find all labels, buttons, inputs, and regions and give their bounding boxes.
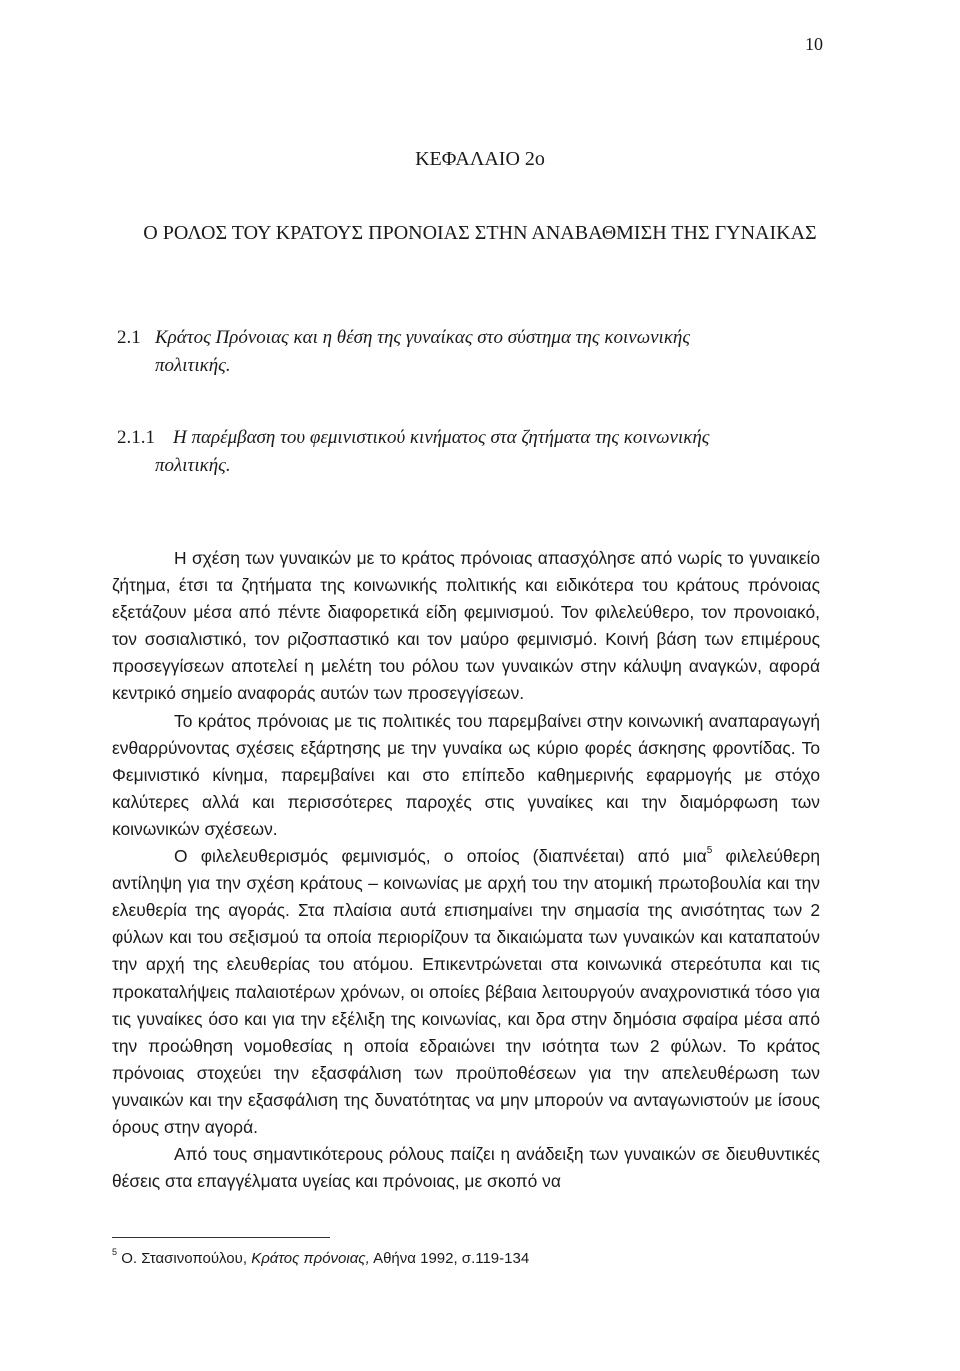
page-number: 10 (805, 34, 823, 54)
section-title-line1: Κράτος Πρόνοιας και η θέση της γυναίκας στο σύστημα της κοινωνικής (155, 327, 691, 348)
footnote-author: Ο. Στασινοπούλου, (121, 1250, 248, 1267)
chapter-heading: ΚΕΦΑΛΑΙΟ 2ο (415, 148, 545, 170)
section-title-line1: Η παρέμβαση του φεμινιστικού κινήματος στα ζητήματα της κοινωνικής (173, 427, 710, 448)
footnote-details: Αθήνα 1992, σ.119-134 (373, 1250, 530, 1267)
paragraph: Από τους σημαντικότερους ρόλους παίζει η ανάδειξη των γυναικών σε διευθυντικές θέσεις στα επαγγέλματα υγείας και πρόνοιας, με σκοπό να (112, 1144, 820, 1192)
footnote (112, 1247, 820, 1267)
paragraph: Η σχέση των γυναικών με το κράτος πρόνοιας απασχόλησε από νωρίς το γυναικείο ζήτημα, έτσι τα ζητήματα της κοινωνικής πολιτικής και ειδικότερα του κράτους πρόνοιας εξετάζουν μέσα από πέντε διαφορετικά είδη φεμινισμού. Τον φιλελεύθερο, τον προνοιακό, τον σοσιαλιστικό, τον ριζοσπαστικό και τον μαύρο φεμινισμό. Κοινή βάση των επιμέρους προσεγγίσεων αποτελεί η μελέτη του ρόλου των γυναικών στην κάλυψη αναγκών, αφορά κεντρικό σημείο αναφοράς αυτών των προσεγγίσεων. (112, 548, 820, 704)
paragraph: Το κράτος πρόνοιας με τις πολιτικές του παρεμβαίνει στην κοινωνική αναπαραγωγή ενθαρρύνοντας σχέσεις εξάρτησης με την γυναίκα ως κύριο φορές άσκησης φροντίδας. Το Φεμινιστικό κίνημα, παρεμβαίνει και στο επίπεδο καθημερινής εφαρμογής με στόχο καλύτερες αλλά και περισσότερες παροχές στις γυναίκες και την διαμόρφωση των κοινωνικών σχέσεων. (112, 710, 820, 839)
section-number: 2.1.1 (117, 427, 155, 448)
paragraph-text: φιλελεύθερη αντίληψη για την σχέση κράτους – κοινωνίας με αρχή του την ατομική πρωτοβουλία και την ελευθερία της αγοράς. Στα πλαίσια αυτά επισημαίνει την σημασία της ανισότητας των 2 φύλων και του σεξισμού τα οποία περιορίζουν τα δικαιώματα των γυναικών και καταπατούν την αρχή της ελευθερίας του ατόμου. Επικεντρώνεται στα κοινωνικά στερεότυπα και τις προκαταλήψεις παλαιοτέρων χρόνων, οι οποίες βέβαια λειτουργούν αναχρονιστικά τόσο για τις γυναίκες όσο και για την εξέλιξη της κοινωνίας, και δρα στην δημόσια σφαίρα μέσα από την προώθηση νομοθεσίας η οποία εδραιώνει την ισότητα των 2 φύλων. Το κράτος πρόνοιας στοχεύει την εξασφάλιση των προϋποθέσεων για την απελευθέρωση των γυναικών και την εξασφάλιση της δυνατότητας να μην μπορούν να ανταγωνιστούν με ίσους όρους στην αγορά. (112, 846, 820, 1137)
section-title-line2: πολιτικής. (155, 455, 231, 476)
footnote-work-title: Κράτος πρόνοιας, (251, 1250, 370, 1267)
section-heading-2-1 (117, 324, 837, 380)
section-heading-2-1-1 (117, 424, 837, 480)
section-title-line2: πολιτικής. (155, 355, 231, 376)
footnote-reference: 5 (706, 845, 713, 857)
section-number: 2.1 (117, 327, 141, 348)
body-text (112, 545, 820, 1195)
paragraph (112, 843, 820, 1141)
page-title: Ο ΡΟΛΟΣ ΤΟΥ ΚΡΑΤΟΥΣ ΠΡΟΝΟΙΑΣ ΣΤΗΝ ΑΝΑΒΑΘΜΙΣΗ ΤΗΣ ΓΥΝΑΙΚΑΣ (143, 222, 817, 244)
paragraph-text: Ο φιλελευθερισμός φεμινισμός, ο οποίος (διαπνέεται) από μια (174, 846, 707, 867)
footnote-divider (112, 1237, 330, 1238)
footnote-marker: 5 (112, 1247, 118, 1257)
